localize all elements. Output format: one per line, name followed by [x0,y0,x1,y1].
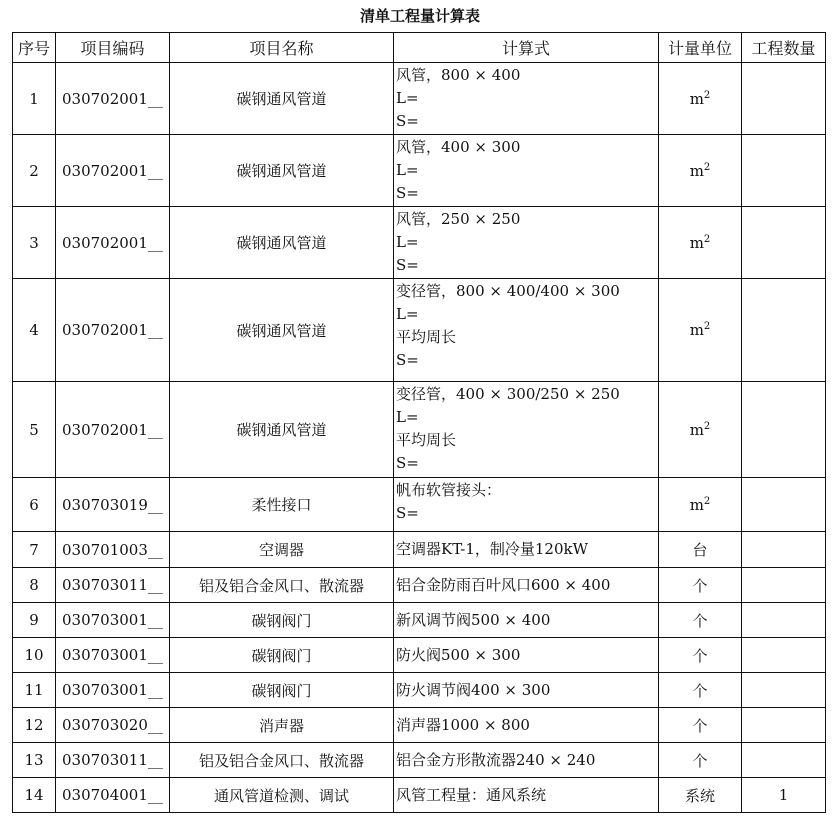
calc-line: 消声器1000 × 800 [396,715,530,734]
header-unit: 计量单位 [659,33,742,63]
calc-line: 空调器KT-1，制冷量120kW [396,540,589,558]
quantity-table [12,32,826,813]
calc-line: L= [396,89,419,107]
quantity-cell [742,603,826,638]
table-row [13,63,826,135]
header-no: 序号 [13,33,56,63]
calc-line: 变径管，400 × 300/250 × 250 [396,385,620,403]
calc-line: 防火调节阀400 × 300 [396,680,551,699]
table-row [13,603,826,638]
calc-formula-cell [394,638,659,673]
item-code-cell: 030702001__ [56,382,170,478]
unit-label: m [689,89,704,108]
row-no-cell: 3 [13,207,56,279]
calc-line: 平均周长 [396,328,457,346]
quantity-cell [742,743,826,778]
table-row [13,382,826,478]
quantity-cell: 1 [742,778,826,813]
unit-label: m [689,233,704,252]
unit-label: 系统 [684,786,715,805]
item-code-cell: 030701003__ [56,532,170,568]
calc-line: 风管，400 × 300 [396,138,521,156]
item-name-cell: 柔性接口 [170,478,394,532]
unit-cell [659,743,742,778]
calc-formula-cell [394,279,659,382]
calc-line: 风管，250 × 250 [396,210,521,228]
calc-formula-cell [394,708,659,743]
calc-line: 风管工程量：通风系统 [396,785,547,804]
header-name: 项目名称 [170,33,394,63]
calc-formula-cell [394,532,659,568]
item-code-cell: 030703001__ [56,603,170,638]
calc-line: 防火阀500 × 300 [396,645,521,664]
table-row [13,279,826,382]
unit-label: 个 [692,751,708,770]
item-code-cell: 030702001__ [56,207,170,279]
item-name-cell: 消声器 [170,708,394,743]
item-code-cell: 030702001__ [56,279,170,382]
header-calc: 计算式 [394,33,659,63]
unit-cell [659,778,742,813]
calc-formula-cell [394,568,659,603]
item-name-cell: 通风管道检测、调试 [170,778,394,813]
item-name-cell: 铝及铝合金风口、散流器 [170,743,394,778]
table-row [13,673,826,708]
calc-line: S= [396,112,419,130]
unit-label: 个 [692,681,708,700]
row-no-cell: 8 [13,568,56,603]
unit-cell [659,673,742,708]
header-qty: 工程数量 [742,33,826,63]
row-no-cell: 4 [13,279,56,382]
row-no-cell: 10 [13,638,56,673]
row-no-cell: 13 [13,743,56,778]
unit-cell [659,382,742,478]
calc-line: 平均周长 [396,431,457,449]
calc-formula-cell [394,778,659,813]
item-name-cell: 碳钢通风管道 [170,382,394,478]
unit-superscript: 2 [703,495,711,507]
row-no-cell: 1 [13,63,56,135]
item-name-cell: 碳钢阀门 [170,638,394,673]
unit-superscript: 2 [703,420,711,432]
table-row [13,532,826,568]
calc-line: S= [396,351,419,369]
quantity-cell [742,478,826,532]
row-no-cell: 7 [13,532,56,568]
item-name-cell: 空调器 [170,532,394,568]
item-name-cell: 碳钢通风管道 [170,279,394,382]
quantity-cell [742,708,826,743]
item-name-cell: 碳钢阀门 [170,603,394,638]
unit-cell [659,532,742,568]
row-no-cell: 14 [13,778,56,813]
calc-formula-cell [394,603,659,638]
calc-line: S= [396,184,419,202]
calc-line: S= [396,256,419,274]
quantity-cell [742,673,826,708]
unit-cell [659,568,742,603]
calc-line: L= [396,305,419,323]
table-row [13,778,826,813]
row-no-cell: 12 [13,708,56,743]
item-name-cell: 铝及铝合金风口、散流器 [170,568,394,603]
unit-superscript: 2 [703,161,711,173]
item-code-cell: 030703020__ [56,708,170,743]
calc-formula-cell [394,673,659,708]
item-name-cell: 碳钢阀门 [170,673,394,708]
quantity-cell [742,532,826,568]
calc-line: S= [396,454,419,472]
unit-label: 台 [692,541,708,559]
row-no-cell: 5 [13,382,56,478]
item-code-cell: 030703019__ [56,478,170,532]
unit-cell [659,478,742,532]
unit-cell [659,63,742,135]
unit-label: 个 [692,646,708,665]
unit-cell [659,135,742,207]
item-code-cell: 030703011__ [56,743,170,778]
calc-formula-cell [394,63,659,135]
calc-formula-cell [394,135,659,207]
table-row [13,478,826,532]
table-row [13,568,826,603]
calc-line: L= [396,233,419,251]
unit-label: 个 [692,576,708,595]
row-no-cell: 2 [13,135,56,207]
calc-line: 风管，800 × 400 [396,66,521,84]
table-row [13,743,826,778]
row-no-cell: 9 [13,603,56,638]
header-code: 项目编码 [56,33,170,63]
quantity-cell [742,638,826,673]
item-name-cell: 碳钢通风管道 [170,207,394,279]
table-row [13,708,826,743]
item-code-cell: 030702001__ [56,135,170,207]
calc-line: S= [396,504,419,522]
header-row [13,33,826,63]
unit-cell [659,638,742,673]
unit-superscript: 2 [703,89,711,101]
quantity-cell [742,207,826,279]
unit-label: 个 [692,716,708,735]
unit-label: m [689,161,704,180]
unit-label: m [689,495,704,514]
calc-line: L= [396,161,419,179]
calc-line: L= [396,408,419,426]
quantity-cell [742,279,826,382]
calc-formula-cell [394,478,659,532]
calc-line: 新风调节阀500 × 400 [396,610,551,629]
item-name-cell: 碳钢通风管道 [170,135,394,207]
unit-label: 个 [692,611,708,630]
item-code-cell: 030703001__ [56,673,170,708]
table-title: 清单工程量计算表 [359,7,480,25]
unit-cell [659,279,742,382]
calc-line: 变径管，800 × 400/400 × 300 [396,282,620,300]
row-no-cell: 11 [13,673,56,708]
item-code-cell: 030703011__ [56,568,170,603]
calc-line: 铝合金方形散流器240 × 240 [396,750,596,769]
item-code-cell: 030704001__ [56,778,170,813]
row-no-cell: 6 [13,478,56,532]
calc-formula-cell [394,382,659,478]
unit-superscript: 2 [703,321,711,332]
table-row [13,207,826,279]
quantity-cell [742,382,826,478]
table-row [13,135,826,207]
table-row [13,638,826,673]
unit-superscript: 2 [703,233,711,245]
calc-line: 帆布软管接头： [396,481,502,499]
calc-formula-cell [394,743,659,778]
item-code-cell: 030703001__ [56,638,170,673]
unit-label: m [689,321,704,339]
item-code-cell: 030702001__ [56,63,170,135]
calc-formula-cell [394,207,659,279]
item-name-cell: 碳钢通风管道 [170,63,394,135]
quantity-cell [742,63,826,135]
unit-label: m [689,420,704,439]
unit-cell [659,708,742,743]
unit-cell [659,603,742,638]
quantity-cell [742,568,826,603]
quantity-cell [742,135,826,207]
calc-line: 铝合金防雨百叶风口600 × 400 [396,575,611,594]
unit-cell [659,207,742,279]
